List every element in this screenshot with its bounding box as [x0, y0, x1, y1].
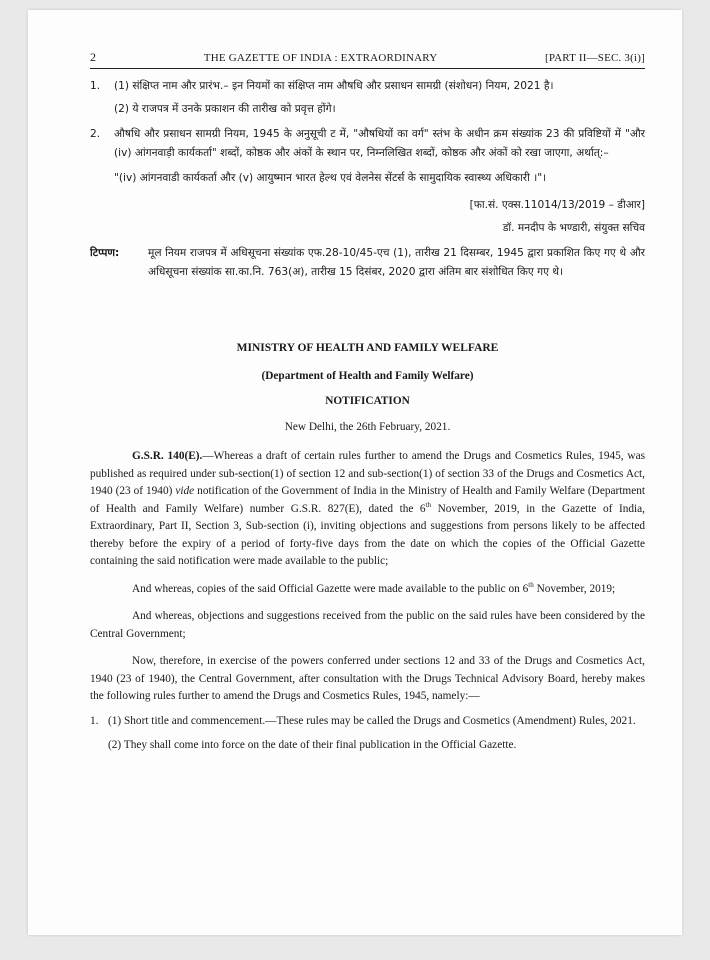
para1-ordinal: th	[425, 500, 432, 509]
english-rule-1-text: (1) Short title and commencement.—These rules may be called the Drugs and Cosmetics (Amendment) Rules, 2021.	[108, 714, 636, 727]
hindi-note	[90, 244, 645, 282]
para1-text-a: —Whereas a draft of certain rules further to amend the Drugs and Cosmetics Rules, 1945, was published as required under sub-section(1) of section 12 and sub-section(1) of section 33 of the Drugs and Cosmetics Act, 1940 (23 of 1940)	[90, 450, 645, 497]
para2-ordinal: th	[528, 580, 534, 589]
preamble-paragraph-1	[90, 448, 645, 571]
hindi-signatory: डॉ. मनदीप के भण्डारी, संयुक्त सचिव	[502, 222, 645, 234]
english-section	[90, 340, 645, 755]
gazette-part: [PART II—SEC. 3(i)]	[544, 52, 645, 64]
hindi-file-number: [फा.सं. एक्स.11014/13/2019 – डीआर]	[469, 199, 645, 211]
department-heading: (Department of Health and Family Welfare)	[261, 369, 474, 382]
hindi-rule-1-text: (1) संक्षिप्त नाम और प्रारंभ.– इन नियमों का संक्षिप्त नाम औषधि और प्रसाधन सामग्री (संशोधन) नियम, 2021 है।	[114, 80, 554, 92]
notification-date: New Delhi, the 26th February, 2021.	[284, 420, 451, 433]
gazette-page	[28, 10, 682, 935]
para2-text-b: November, 2019;	[533, 582, 616, 595]
para1-text-c: November, 2019, in the Gazette of India, Extraordinary, Part II, Section 3, Sub-section (i), inviting objections and suggestions from persons likely to be affected thereby before the expiry of a period of forty-five days from the date on which the copies of the Official Gazette containing the said notification were made available to the public;	[90, 502, 645, 567]
english-rule-1-subclause: (2) They shall come into force on the date of their final publication in the Official Gazette.	[108, 739, 517, 751]
gazette-title: THE GAZETTE OF INDIA : EXTRAORDINARY	[203, 52, 438, 64]
hindi-note-label: टिप्पण:	[90, 247, 120, 259]
hindi-section	[90, 77, 645, 282]
hindi-note-text: मूल नियम राजपत्र में अधिसूचना संख्यांक एफ.28-10/45-एच (1), तारीख 21 दिसम्बर, 1945 द्वारा प्रकाशित किए गए थे और अधिसूचना संख्यांक सा.का.नि. 763(अ), तारीख 15 दिसंबर, 2020 द्वारा अंतिम बार संशोधित किए गए थे।	[148, 247, 645, 278]
notification-heading: NOTIFICATION	[325, 395, 410, 407]
hindi-rule-2-number: 2.	[90, 128, 101, 140]
ministry-heading: MINISTRY OF HEALTH AND FAMILY WELFARE	[236, 342, 499, 354]
para2-text-a: And whereas, copies of the said Official Gazette were made available to the public on 6	[132, 582, 529, 595]
preamble-paragraph-3: And whereas, objections and suggestions received from the public on the said rules have been considered by the Central Government;	[90, 610, 645, 640]
hindi-rule-2-text: औषधि और प्रसाधन सामग्री नियम, 1945 के अनुसूची ट में, "औषधियों का वर्ग" स्तंभ के अधीन क्रम संख्यांक 23 की प्रविष्टियों में "और (iv) आंगनवाड़ी कार्यकर्ता" शब्दों, कोष्ठक और अंकों के स्थान पर, निम्नलिखित शब्दों, कोष्ठक और अंकों को रखा जाएगा, अर्थात्:–	[114, 128, 645, 159]
english-rule-1-number: 1.	[90, 714, 99, 727]
hindi-rule-2	[90, 125, 645, 163]
hindi-rule-1-subclause: (2) ये राजपत्र में उनके प्रकाशन की तारीख को प्रवृत्त होंगे।	[114, 103, 336, 115]
preamble-paragraph-4: Now, therefore, in exercise of the powers conferred under sections 12 and 33 of the Drugs and Cosmetics Act, 1940 (23 of 1940), the Central Government, after consultation with the Drugs Technical Advisory Board, hereby makes the following rules further to amend the Drugs and Cosmetics Rules, 1945, namely:—	[90, 655, 645, 702]
gazette-header	[90, 50, 645, 69]
para1-text-b: notification of the Government of India in the Ministry of Health and Family Welfare (Department of Health and Family Welfare) number G.S.R. 827(E), dated the 6	[90, 485, 646, 515]
para1-vide: vide	[175, 485, 195, 497]
hindi-rule-1	[90, 77, 645, 96]
hindi-quoted-entry: "(iv) आंगनवाडी कार्यकर्ता और (v) आयुष्मान भारत हेल्थ एवं वेलनेस सेंटर्स के सामुदायिक स्वास्थ्य अधिकारी ।"।	[114, 172, 547, 184]
english-rule-1	[90, 713, 645, 731]
preamble-paragraph-2	[90, 581, 645, 599]
gsr-label: G.S.R. 140(E).	[132, 450, 203, 462]
page-number: 2	[90, 50, 97, 64]
hindi-rule-1-number: 1.	[90, 80, 101, 92]
page-content	[90, 50, 645, 755]
